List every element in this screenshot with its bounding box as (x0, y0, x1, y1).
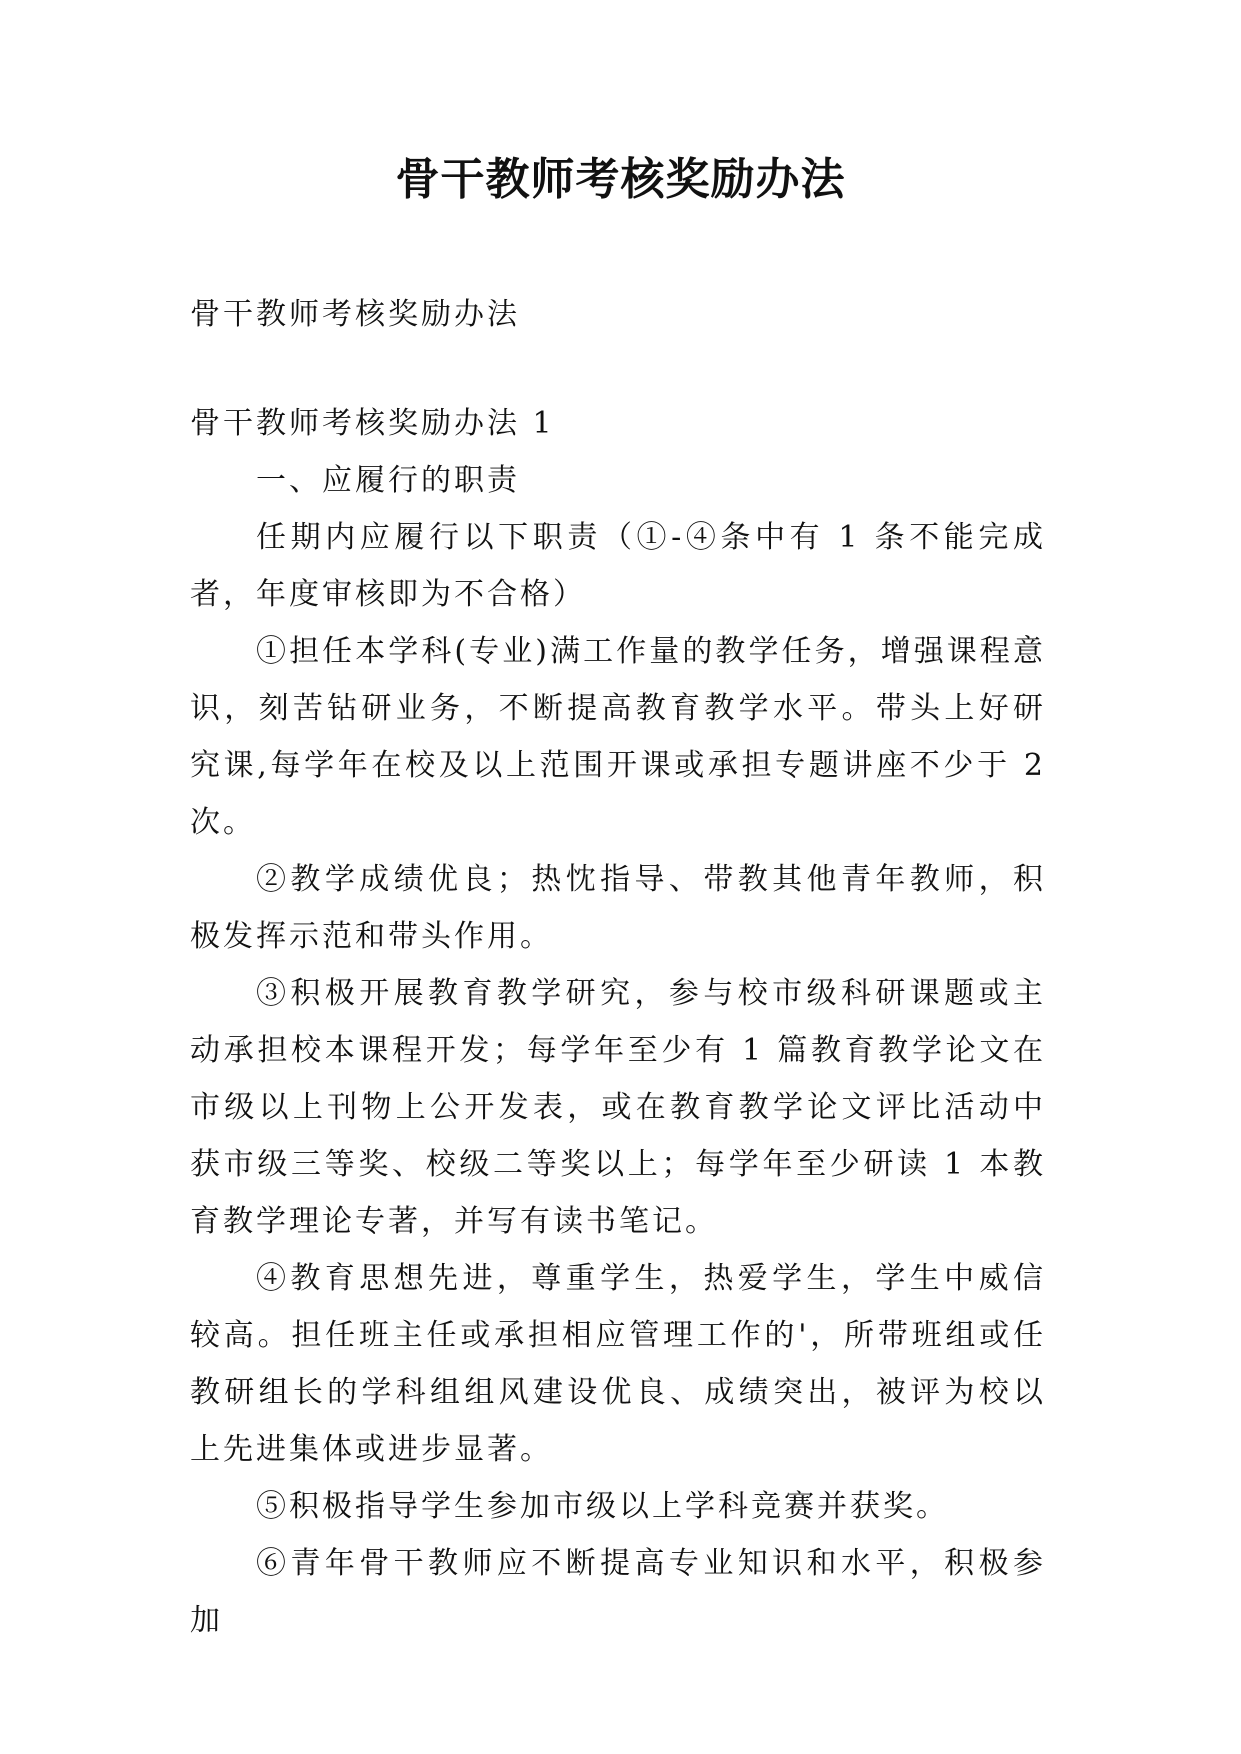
section-heading: 骨干教师考核奖励办法 1 (190, 406, 555, 441)
duty-item-1: ①担任本学科(专业)满工作量的教学任务，增强课程意识，刻苦钻研业务，不断提高教育教学水平。带头上好研究课,每学年在校及以上范围开课或承担专题讲座不少于 2 次。 (190, 634, 1046, 840)
document-body (190, 286, 1046, 1649)
document-title: 骨干教师考核奖励办法 (395, 154, 846, 205)
duty-heading: 一、应履行的职责 (256, 463, 520, 498)
duty-item-2: ②教学成绩优良；热忱指导、带教其他青年教师，积极发挥示范和带头作用。 (190, 862, 1046, 954)
duty-item-3: ③积极开展教育教学研究，参与校市级科研课题或主动承担校本课程开发；每学年至少有 1 篇教育教学论文在市级以上刊物上公开发表，或在教育教学论文评比活动中获市级三等奖、校级二等奖以上；每学年至少研读 1 本教育教学理论专著，并写有读书笔记。 (190, 976, 1046, 1239)
document-subtitle: 骨干教师考核奖励办法 (190, 297, 520, 332)
duty-item-6: ⑥青年骨干教师应不断提高专业知识和水平，积极参加 (190, 1546, 1046, 1638)
duty-intro-paragraph: 任期内应履行以下职责（①-④条中有 1 条不能完成者，年度审核即为不合格） (190, 520, 1046, 612)
duty-item-4: ④教育思想先进，尊重学生，热爱学生，学生中威信较高。担任班主任或承担相应管理工作的'，所带班组或任教研组长的学科组组风建设优良、成绩突出，被评为校以上先进集体或进步显著。 (190, 1261, 1046, 1467)
duty-item-5: ⑤积极指导学生参加市级以上学科竞赛并获奖。 (256, 1489, 949, 1524)
